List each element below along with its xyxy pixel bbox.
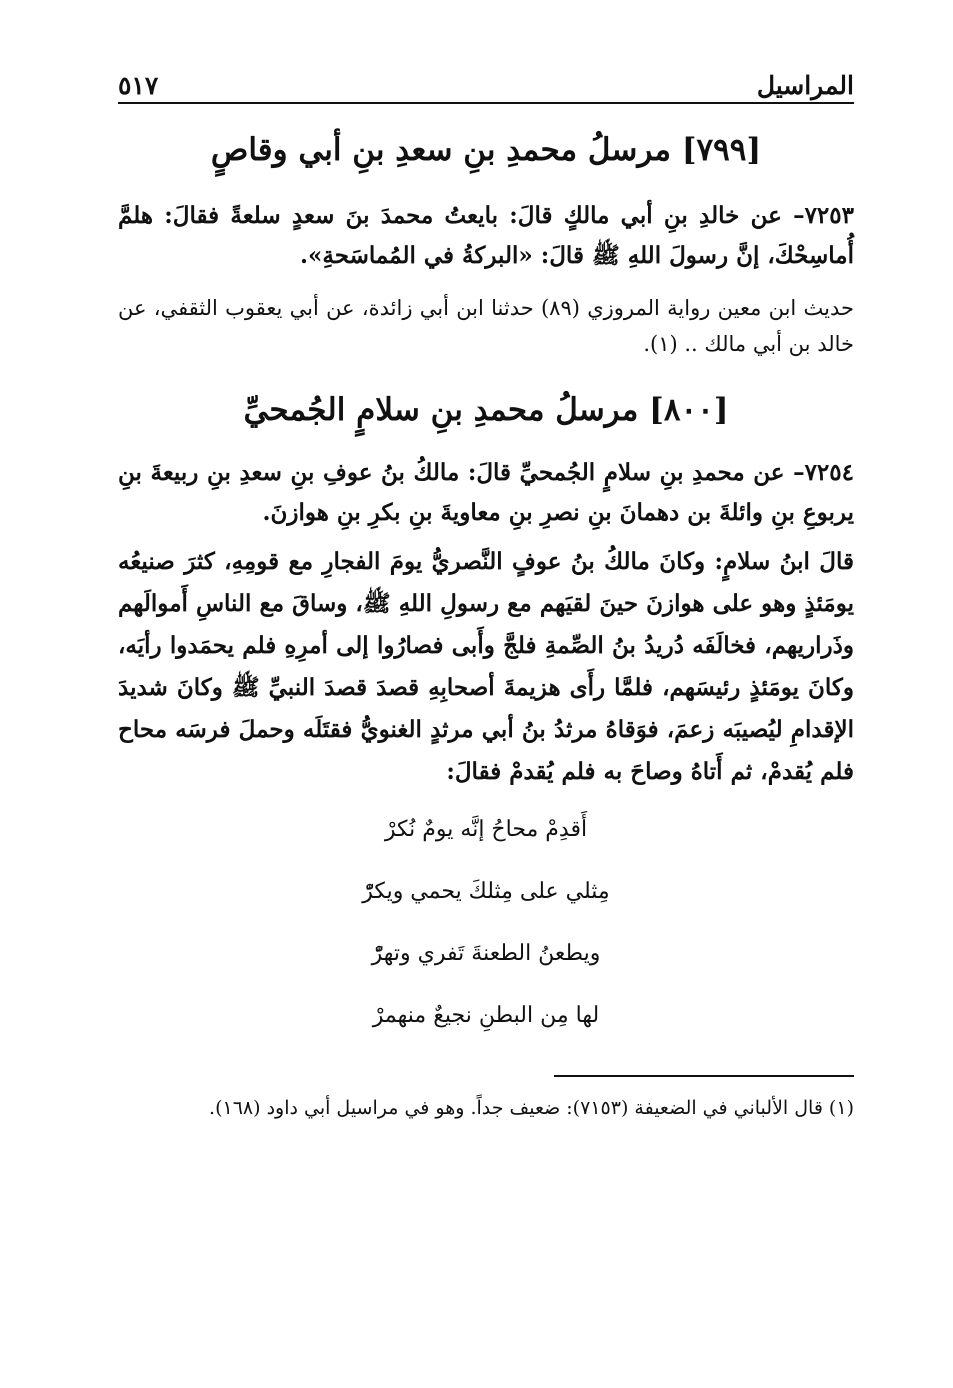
verse-line: لها مِن البطنِ نجيعٌ منهمرْ bbox=[372, 1002, 600, 1028]
poem-verses bbox=[336, 799, 636, 1047]
footnote-rule bbox=[554, 1075, 854, 1077]
verse-line: أَقدِمْ محاحُ إنَّه يومٌ نُكرْ bbox=[384, 816, 588, 842]
narrative-ibn-sallam: قالَ ابنُ سلامٍ: وكانَ مالكُ بنُ عوفٍ النَّصريُّ يومَ الفجارِ مع قومِهِ، كثرَ صنيعُه يومَئذٍ وهو على هوازنَ حينَ لقيَهم مع رسولِ اللهِ ﷺ، وساقَ مع الناسِ أَموالَهم وذَراريهم، فخالَفَه دُريدُ بنُ الصِّمةِ فلجَّ وأَبى فصارُوا إلى أمرِهِ فلم يحمَدوا رأيَه، وكانَ يومَئذٍ رئيسَهم، فلمَّا رأَى هزيمةَ أصحابِهِ قصدَ قصدَ النبيِّ ﷺ وكانَ شديدَ الإقدامِ ليُصيبَه زعمَ، فوَقاهُ مرثدُ بنُ أبي مرثدٍ الغنويُّ فقتَلَه وحملَ فرسَه محاح فلم يُقدمْ، ثم أَتاهُ وصاحَ به فلم يُقدمْ فقالَ: bbox=[118, 547, 854, 785]
verse-line: مِثلي على مِثلكَ يحمي ويكرّْ bbox=[362, 878, 610, 904]
hadith-7254: ٧٢٥٤– عن محمدِ بنِ سلامٍ الجُمحيِّ قالَ: مالكُ بنُ عوفِ بنِ سعدِ بنِ ربيعةَ بنِ يربوعِ بنِ وائلةَ بن دهمانَ بنِ نصرِ بنِ معاويةَ بنِ بكرِ بنِ هوازنَ. bbox=[118, 458, 854, 526]
page bbox=[118, 58, 854, 1125]
book-section-title: المراسيل bbox=[756, 71, 854, 100]
running-header bbox=[118, 58, 854, 100]
chapter-heading-800: [٨٠٠] مرسلُ محمدِ بنِ سلامٍ الجُمحيِّ bbox=[243, 392, 729, 429]
hadith-7253: ٧٢٥٣– عن خالدِ بنِ أبي مالكٍ قالَ: بايعتُ محمدَ بنَ سعدٍ سلعةً فقالَ: هلمَّ أُماسِحْكَ، إنَّ رسولَ اللهِ ﷺ قالَ: «البركةُ في المُماسَحةِ». bbox=[118, 202, 854, 270]
page-number: ٥١٧ bbox=[118, 71, 159, 100]
verse-line: ويطعنُ الطعنةَ تَفري وتهرّْ bbox=[371, 940, 601, 966]
commentary-7253: حديث ابن معين رواية المروزي (٨٩) حدثنا ابن أبي زائدة، عن أبي يعقوب الثقفي، عن خالد بن أبي مالك .. (١). bbox=[118, 296, 854, 357]
header-rule bbox=[118, 102, 854, 104]
chapter-heading-799: [٧٩٩] مرسلُ محمدِ بنِ سعدِ بنِ أبي وقاصٍ bbox=[210, 132, 762, 168]
footnote-1: (١) قال الألباني في الضعيفة (٧١٥٣): ضعيف جداً. وهو في مراسيل أبي داود (١٦٨). bbox=[209, 1096, 854, 1119]
